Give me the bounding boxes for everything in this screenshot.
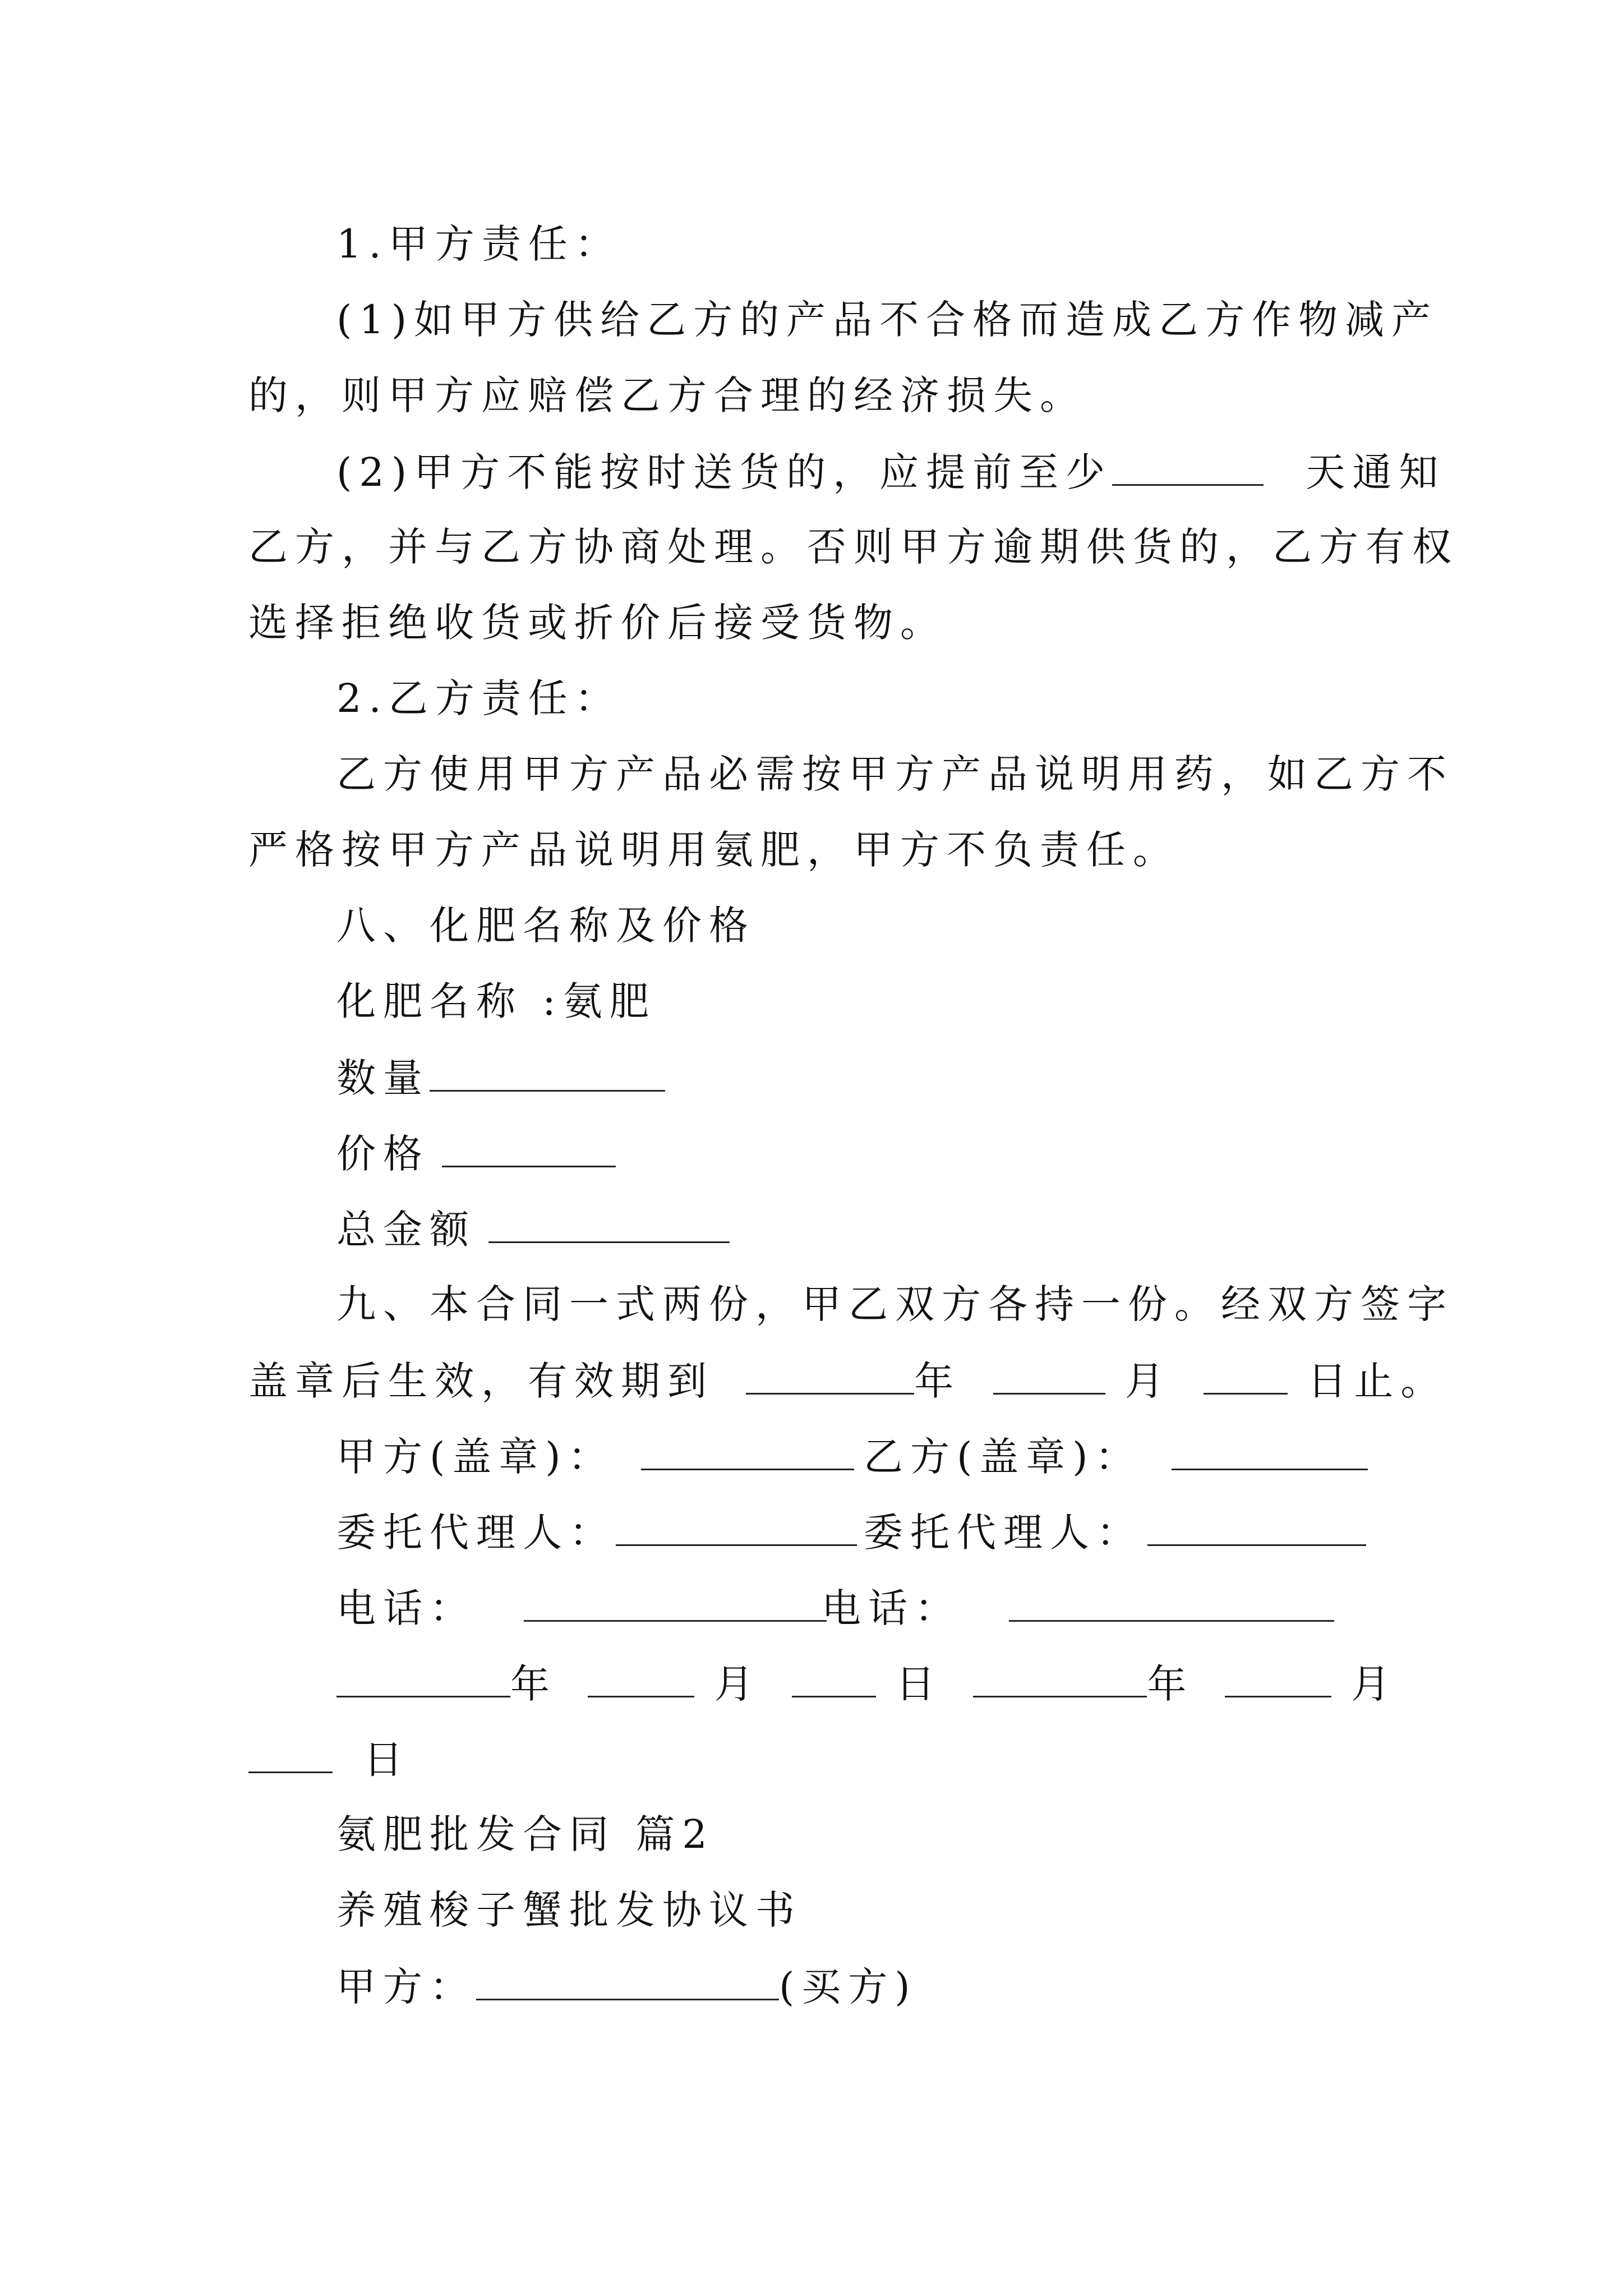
blank-field[interactable] <box>336 1663 510 1697</box>
field-label: 甲方(盖章)： <box>336 1434 615 1480</box>
price-field <box>336 1131 616 1177</box>
date-line <box>336 1661 1398 1707</box>
party-a-seal <box>336 1434 854 1480</box>
field-line: 化肥名称 :氨肥 <box>336 978 656 1024</box>
field-label: 电话： <box>822 1585 961 1631</box>
year-label: 年 <box>510 1661 557 1707</box>
blank-field[interactable] <box>248 1739 333 1773</box>
clause-heading: 2.乙方责任： <box>336 675 621 721</box>
party-b-agent <box>864 1510 1366 1556</box>
blank-field[interactable] <box>488 1209 730 1243</box>
blank-field[interactable] <box>1009 1588 1334 1622</box>
date-line-continued <box>248 1737 411 1783</box>
quantity-field <box>336 1055 665 1101</box>
blank-field[interactable] <box>442 1133 616 1167</box>
party-a-agent <box>336 1510 857 1556</box>
blank-field[interactable] <box>524 1588 827 1622</box>
field-label: 数量 <box>336 1055 430 1101</box>
party-b-phone <box>822 1585 1334 1631</box>
field-label: 总金额 <box>336 1207 476 1253</box>
month-label: 月 <box>1350 1661 1398 1707</box>
paragraph-line <box>336 449 1446 495</box>
paragraph-line: 严格按甲方产品说明用氨肥，甲方不负责任。 <box>248 827 1179 873</box>
blank-field[interactable] <box>641 1436 854 1470</box>
blank-field[interactable] <box>430 1057 665 1092</box>
field-label: 甲方： <box>336 1964 476 2010</box>
field-label: 价格 <box>336 1131 430 1177</box>
blank-field[interactable] <box>1204 1360 1288 1395</box>
paragraph-text: 天通知 <box>1306 449 1446 495</box>
section-heading: 八、化肥名称及价格 <box>336 903 755 949</box>
blank-field[interactable] <box>993 1360 1105 1395</box>
day-label: 日 <box>896 1661 943 1707</box>
month-label: 月 <box>1124 1358 1172 1404</box>
blank-field[interactable] <box>476 1966 779 2000</box>
paragraph-text: 盖章后生效，有效期到 <box>248 1358 714 1404</box>
total-amount-field <box>336 1207 730 1253</box>
party-b-seal <box>864 1434 1368 1480</box>
blank-field[interactable] <box>1112 452 1264 486</box>
field-label: 乙方(盖章)： <box>864 1434 1142 1480</box>
blank-field[interactable] <box>616 1512 857 1546</box>
paragraph-line: (1)如甲方供给乙方的产品不合格而造成乙方作物减产 <box>336 297 1438 343</box>
clause-heading: 1.甲方责任： <box>336 221 621 267</box>
section-heading: 九、本合同一式两份，甲乙双方各持一份。经双方签字 <box>336 1281 1454 1327</box>
year-label: 年 <box>914 1358 961 1404</box>
month-label: 月 <box>714 1661 761 1707</box>
day-label: 日止。 <box>1307 1358 1447 1404</box>
day-label: 日 <box>363 1737 411 1783</box>
paragraph-text: (2)甲方不能按时送货的，应提前至少 <box>336 449 1113 495</box>
blank-field[interactable] <box>1147 1512 1366 1546</box>
paragraph-line: 乙方使用甲方产品必需按甲方产品说明用药，如乙方不 <box>336 751 1454 797</box>
paragraph-line: 乙方，并与乙方协商处理。否则甲方逾期供货的，乙方有权 <box>248 524 1459 570</box>
paragraph-line: 的，则甲方应赔偿乙方合理的经济损失。 <box>248 372 1086 418</box>
field-note: (买方) <box>779 1964 917 2010</box>
blank-field[interactable] <box>588 1663 694 1697</box>
field-label: 委托代理人： <box>336 1510 616 1556</box>
year-label: 年 <box>1147 1661 1194 1707</box>
blank-field[interactable] <box>746 1360 914 1395</box>
paragraph-line: 选择拒绝收货或折价后接受货物。 <box>248 600 947 646</box>
blank-field[interactable] <box>973 1663 1147 1697</box>
party-a-buyer <box>336 1964 917 2010</box>
section-heading: 氨肥批发合同 篇2 <box>336 1811 714 1857</box>
party-a-phone <box>336 1585 827 1631</box>
validity-line <box>248 1358 1447 1404</box>
blank-field[interactable] <box>792 1663 876 1697</box>
blank-field[interactable] <box>1225 1663 1331 1697</box>
document-title: 养殖梭子蟹批发协议书 <box>336 1887 802 1933</box>
blank-field[interactable] <box>1172 1436 1368 1470</box>
field-label: 委托代理人： <box>864 1510 1143 1556</box>
field-label: 电话： <box>336 1585 476 1631</box>
